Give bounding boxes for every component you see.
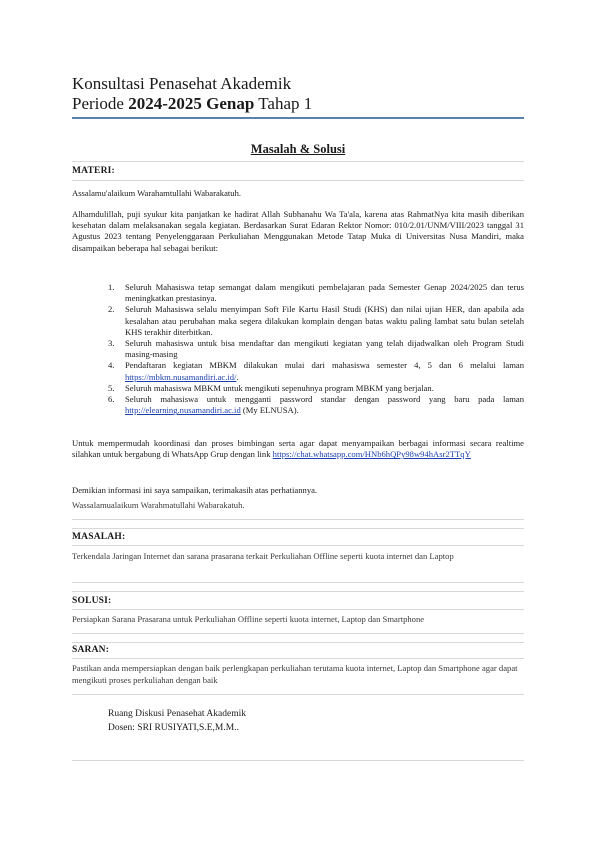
materi-label: MATERI: xyxy=(72,166,115,176)
masalah-label: MASALAH: xyxy=(72,532,126,542)
divider xyxy=(72,633,524,634)
whatsapp-link[interactable]: https://chat.whatsapp.com/HNb6hQPy98w94hAsr2TTqY xyxy=(272,449,471,460)
divider xyxy=(72,161,524,162)
divider xyxy=(72,180,524,181)
list-item: 3. Seluruh mahasiswa untuk bisa mendaftar dan mengikuti kegiatan yang telah dijadwalkan oleh Program Studi masing-masing xyxy=(108,338,524,360)
list-item: 5. Seluruh mahasiswa MBKM untuk mengikuti sepenuhnya program MBKM yang berjalan. xyxy=(108,382,434,393)
saran-text: Pastikan anda mempersiapkan dengan baik perlengkapan perkuliahan terutama kuota internet, Laptop dan Smartphone agar dapat mengikuti proses perkuliahan dengan baik xyxy=(72,663,518,685)
divider xyxy=(72,545,524,546)
divider xyxy=(72,582,524,583)
intro-paragraph: Alhamdulillah, puji syukur kita panjatkan ke hadirat Allah Subhanahu Wa Ta'ala, karena atas RahmatNya kita masih diberikan kesehatan dalam melaksanakan segala kegiatan. Berdasarkan Surat Edaran Rektor Nomor: 010/2.01/UNM/VIII/2023 tanggal 31 Agustus 2023 tentang Penyelenggaraan Perkuliahan Menggunakan Metode Tatap Muka di Universitas Nusa Mandiri, maka disampaikan beberapa hal sebagai berikut: xyxy=(72,209,524,253)
mbkm-link[interactable]: https://mbkm.nusamandiri.ac.id/ xyxy=(125,371,237,382)
elearning-link[interactable]: http://elearning.nusamandiri.ac.id xyxy=(125,405,241,416)
period-suffix: Tahap 1 xyxy=(254,94,313,113)
section-heading: Masalah & Solusi xyxy=(250,142,346,156)
masalah-text: Terkendala Jaringan Internet dan sarana prasarana terkait Perkuliahan Offline seperti kuota internet dan Laptop xyxy=(72,551,454,561)
divider xyxy=(72,591,524,592)
divider xyxy=(72,609,524,610)
closing-text: Demikian informasi ini saya sampaikan, terimakasih atas perhatiannya. xyxy=(72,485,318,495)
list-item: 6. Seluruh mahasiswa untuk mengganti password standar dengan password yang baru pada laman http://elearning.nusamandiri.ac.id (My ELNUSA). xyxy=(108,394,524,416)
title-underline xyxy=(72,117,524,119)
divider xyxy=(72,642,524,643)
whatsapp-paragraph: Untuk mempermudah koordinasi dan proses bimbingan serta agar dapat menyampaikan berbagai informasi secara realtime silahkan untuk bergabung di WhatsApp Grup dengan link https://chat.whatsapp.com/HNb6hQPy98w94hAsr2TTqY xyxy=(72,438,524,460)
period-prefix: Periode xyxy=(72,94,129,113)
document-title: Konsultasi Penasehat Akademik xyxy=(72,74,292,93)
document-period xyxy=(72,94,312,114)
solusi-text: Persiapkan Sarana Prasarana untuk Perkuliahan Offline seperti kuota internet, Laptop dan Smartphone xyxy=(72,614,425,624)
lecturer-name: Dosen: SRI RUSIYATI,S.E,M.M.. xyxy=(108,723,239,733)
list-item: 2. Seluruh Mahasiswa selalu menyimpan Soft File Kartu Hasil Studi (KHS) dan nilai ujian HER, dan apabila ada kesalahan atau perubahan maka segera dilakukan komplain dengan batas waktu paling lambat satu bulan setelah KHS terakhir diterbitkan. xyxy=(108,304,524,337)
materi-list xyxy=(108,282,524,416)
divider xyxy=(72,760,524,761)
list-item: 1. Seluruh Mahasiswa tetap semangat dalam mengikuti pembelajaran pada Semester Genap 2024/2025 dan terus meningkatkan prestasinya. xyxy=(108,282,524,304)
discussion-room-label: Ruang Diskusi Penasehat Akademik xyxy=(108,709,246,719)
list-item: 4. Pendaftaran kegiatan MBKM dilakukan mulai dari mahasiswa semester 4, 5 dan 6 melalui laman https://mbkm.nusamandiri.ac.id/. xyxy=(108,360,524,382)
divider xyxy=(72,519,524,520)
divider xyxy=(72,694,524,695)
period-semester: 2024-2025 Genap xyxy=(128,94,255,113)
saran-label: SARAN: xyxy=(72,645,110,655)
solusi-label: SOLUSI: xyxy=(72,596,112,606)
greeting-text: Assalamu'alaikum Warahamtullahi Wabarakatuh. xyxy=(72,188,242,198)
divider xyxy=(72,658,524,659)
salam-text: Wassalamualaikum Warahmatullahi Wabarakatuh. xyxy=(72,500,245,510)
divider xyxy=(72,528,524,529)
